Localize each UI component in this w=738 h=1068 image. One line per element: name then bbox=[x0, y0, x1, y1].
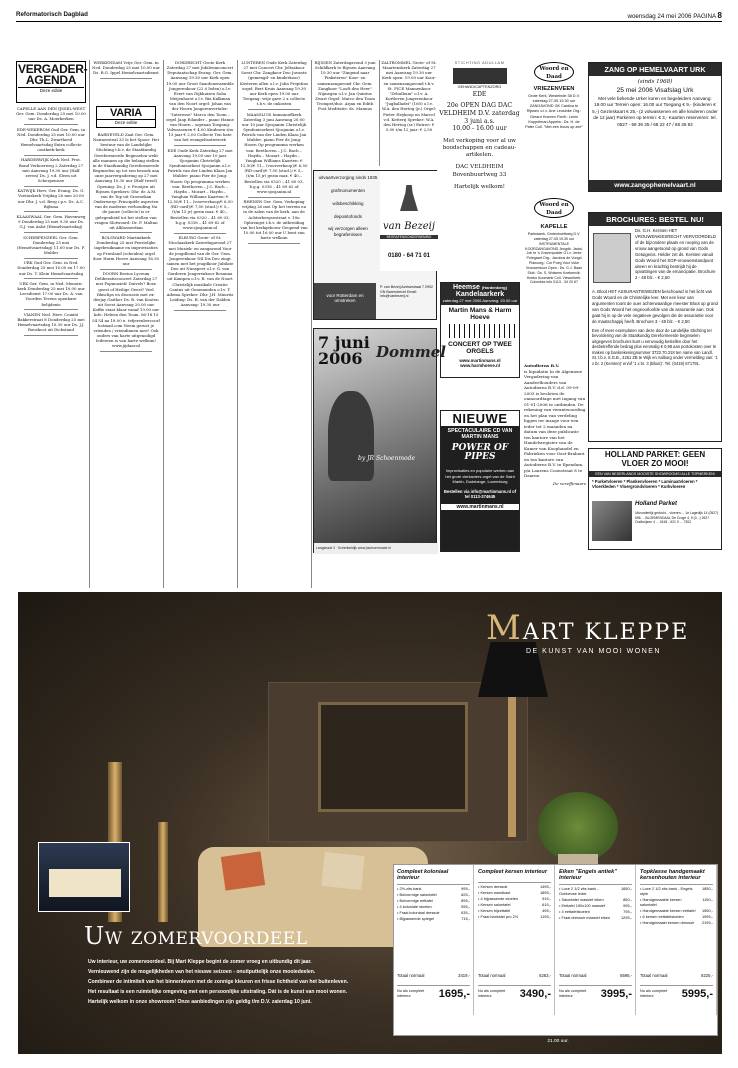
varia-title: VARIA bbox=[110, 107, 142, 119]
person-icon bbox=[400, 185, 418, 211]
deal-item bbox=[640, 886, 713, 896]
deal-item-price: 995,- bbox=[623, 903, 632, 909]
vanbezeij-line: wij verzorgen alleen begrafenissen bbox=[328, 226, 368, 238]
holland-title: HOLLAND PARKET: GEEN VLOER ZO MOOI! bbox=[604, 450, 706, 468]
deal-now-price: 5995,- bbox=[681, 988, 713, 1000]
deal-item-name: • Bolvormige salontafel bbox=[397, 891, 437, 897]
nieuwe-sub: SPECTACULAIRE CD VAN MARTIN MANS bbox=[447, 428, 513, 441]
autodierns-title: Autodierns B.V. bbox=[524, 363, 560, 368]
deal-item bbox=[559, 897, 632, 902]
deal-item-name: • Handgemaakte kersen salontafel bbox=[640, 897, 682, 908]
agenda-entry: CAPELLE AAN DEN IJSSEL-WEST Ger. Gem. Donderdag 25 mei 10.00 uur Ds. A. Moerkerken bbox=[16, 106, 86, 122]
kleppe-brand-initial: M bbox=[486, 608, 523, 648]
deal-total bbox=[559, 973, 632, 978]
kleppe-intro-line: Uw interieur, uw zomervoordeel. Bij Mart Kleppe begint de zomer vroeg en uitbundig dit jaar. bbox=[88, 959, 312, 965]
urk-date: 25 mei 2006 Visafslag Urk bbox=[616, 87, 694, 94]
kleppe-intro bbox=[88, 958, 418, 1008]
brochures-body-3: Een of meer exemplaren van deze door de Landelijke Stichting ter bevordering van de Staatkundig Gereformeerde beginselen uitgegeven brochures kunt u eenvoudig bestellen door het desbetreffende bedrag plus eenmalig € 0,98 aan portokosten over te maken op bankrekeningnummer 3723.70.318 ten name van Landl. St. t.b.v. S.G.B., 4261 ZB te Wijk en Aalburg onder vermelding van: '1 x br. 2 (Kersten)' en/of '1 x br. 3 (Bloot)'. Tel. (0418) 671791. bbox=[592, 327, 718, 366]
woorddaad-body-2: Parkstaerk, Grotenhoeftweg D.V. zaterdag 27-05 19.30 uur INSTRUMENTALE KOORZANGAVOND Jeugdk. Jadot-Joh te 's Gravenpolder O.l.v. Jerke Polegaart Org.: Jacobus de Voogd Pianoorg.: Cor Poeg Voor Voke Vrouwenkoor Open.: Ds. G.J. Baan Sluit.: Ds. S. Wolsens Koekenvlk: Hoeko Koomank Coll. Vieworkerk: Colombia Info 0113 - 34 20 67 bbox=[525, 232, 583, 285]
deal-now-label: Nu als compleet interieur bbox=[478, 989, 506, 998]
deal-item bbox=[478, 902, 551, 907]
dommel-brand: Dommel bbox=[376, 343, 446, 361]
urk-ad bbox=[588, 62, 722, 192]
deal-item-price: 635,- bbox=[461, 910, 470, 916]
deal-item-name: • 4 eettafelstoelen bbox=[559, 909, 590, 915]
kleppe-ad bbox=[18, 592, 722, 1054]
agenda-col-6 bbox=[381, 60, 437, 166]
urk-body: Met vele bekende Urker koren en begeleiders Aanvang: 19.00 uur Terrein open: 16.00 uur Toegang € 9,- (kinderen € 5,-) Gezinskaart € 25,- (2 volwassenen en alle kinderen onder de 12 jaar) Parkeren op terrein: € 3,- Kaarten reserveren: tel. 0527 - 68 39 35 / 68 22 47 / 68 36 92 bbox=[592, 96, 718, 127]
brochures-body-2: A. Bloot HET ASSURANTIEWEZEN beschouwd in het licht van Gods Woord en de Christelijke leer. Met een keur van argumenten toont de ouer achterwaardige meester Bloot op grond van Gods Woord het ongeoorloofde van de assurantie aan. Ook gaat hij in op de vele negatieve gevolgen die de assurantie voor de maatschappij heeft. Brochure 3 - 48 blz. - € 2,50 bbox=[592, 289, 718, 324]
deal-item bbox=[559, 909, 632, 914]
deal-box bbox=[394, 865, 474, 1015]
nieuwe-order: Bestellen via info@martinmans.nl of tel 0113-374645 bbox=[443, 489, 517, 500]
paper-name: Reformatorisch Dagblad bbox=[16, 11, 88, 18]
deal-item-name: • Handgemaakt kersen dressoir bbox=[640, 920, 695, 926]
urk-url: www.zangophemelvaart.nl bbox=[589, 180, 721, 191]
heemse-title: Kandelaarkerk bbox=[441, 291, 519, 298]
agenda-entry: BARNEVELD Zaal Ger. Gem. Nairaersteal 33 Is het Spoor: Het bestuur van de Landelijke Stichting t.b.v. de Staatkundig Gereformeerde Beginselen wekt alle mannen op die belang stellen in de Staatkundig Gereformeerde Beginselen op tot een bezoek aan onze jaarvergadering op 27 mei Aanvang 10.30 uur (Half tweel) Opening: Ds. J. v. Prooijen uit Rijssen Sprekers: Dhr. dr. A.M. van de Top uit Groenekan Onderwerp: Principiële aspecten van de moderne verhouding Na de pauze (collecte) is er gelegenheid tot het stellen van vragen Slotwoord: Dr. F. Maltan uit Alblasserdam bbox=[92, 132, 160, 230]
woorddaad-logo-2: Woord en Daad bbox=[534, 198, 574, 218]
agenda-entry: VIANEN Ned. Herv. Comité Bakkerstraat 8 Donderdag 25 mei Hemelvaartsdag 10.30 uur Ds. J.J. Rouskoot uit Dickstand bbox=[17, 311, 85, 333]
agenda-entry: HARDERWIJK Kerk Ned. Prot. Bond Verkoerweg 2 Zaterdag 27 mei Aanvang 19.30 uur (Half zeven) Ds. J. v.d. Sleen uit Scherpenisse bbox=[18, 157, 84, 184]
agenda-title: VERGADER-AGENDA bbox=[18, 62, 88, 87]
deal-item-price: 850,- bbox=[623, 897, 632, 902]
deal-now bbox=[478, 985, 551, 1000]
dommel-portrait bbox=[328, 391, 374, 481]
deal-total-label: Totaal normaal bbox=[559, 973, 587, 978]
plant bbox=[538, 792, 618, 862]
deal-item-price: 1850,- bbox=[701, 885, 713, 891]
heemse-names: Martin Mans & Harm Hoeve bbox=[448, 307, 512, 322]
deal-item bbox=[640, 914, 713, 919]
deal-now bbox=[559, 985, 632, 1000]
cushion-2 bbox=[321, 852, 364, 890]
adullam-city: EDE bbox=[472, 91, 487, 98]
agenda-entry: ELBURG Grote- of St. Nicolaaskerk Zaterdagavond 27 mei Muziek- en zangavond Voor de jeugdbond van de Ger. Gem. Jongerenkoor Nil Dis Deo zingt samen met het jeugdkoor Jubilate Deo uit Nunspeet o.l.v. G. van Garderen Jongerenkoor Bosanna uit Kampen o.l.v. R. van de Noort Christelijk muzikale Creatie Cantus uit Genemuiden o.l.v. T. Adema Spreker: Dhr. J.H. Mauritz Leiding: Ds. B. van der Dalden Aanvang: 19.30 uur bbox=[166, 235, 234, 308]
agenda-entry: DORDRECHT Grote Kerk Zaterdag 27 mei Jubileumconcert Deputaatschap Evang. Ger. Gem. Aanvang 19.30 uur Kerk open 19.00 uur Groot Saxofonensemble Jongerenkoor (22.0 leden) o.l.v. Evert van Dijkhuizen Soba Meijenhorst o.l.v. Ria Kalkman van den Noort orgel: Johan van der Hoorn Jongerenvertaler: "Interesse" Marco den Toom – orgel Jaap Eilander – piano Hanne van Hoorn – sopraan Toegang: Volwassenen € 4,00 Kinderen t/m 13 jaar € 2,00 Collecte Ten bate van het evangelisatiewerk bbox=[166, 60, 234, 143]
dommel-ad bbox=[313, 328, 446, 553]
adullam-title: 20e OPEN DAG DAC VELDHEIM D.V. zaterdag bbox=[439, 102, 520, 117]
brochures-body-1: Ds. G.H. Kersten HET VROUWENKIESRECHT VERVOORDELD of de bijzondere plaats en roeping van de vrouw aangetoond op grond van Gods Getuigenis. Helder zet ds. Kersten vanuit Gods Woord het SGP-vrouwenstandpunt uiteen en krachtig bestrijdt hij de opvattingen van de emancipatie. Brochure 2 - 48 blz. - € 2,50 bbox=[635, 228, 717, 281]
autodierns-sign: De vereffenaars bbox=[552, 480, 586, 486]
urk-title: ZANG OP HEMELVAART URK bbox=[589, 63, 721, 76]
brochures-title: BROCHURES: BESTEL NU! bbox=[589, 213, 721, 226]
adullam-addr: DAC VELDHEIM Bovenbuurtweg 33 bbox=[452, 164, 507, 178]
deal-item bbox=[397, 904, 470, 909]
deal-item-name: • Luxe 2 1/2 zits bank - Engels style bbox=[640, 885, 693, 896]
deal-title: Compleet koloniaal interieur bbox=[397, 869, 470, 885]
heemse-concert: CONCERT OP TWEE ORGELS bbox=[448, 341, 512, 356]
deal-item bbox=[397, 886, 470, 891]
kleppe-deals-panel bbox=[393, 864, 718, 1036]
kleppe-intro-line: Combineer de intimiteit van het binnenleven met de zonnige kleuren en frisse lichtheid van het buitenleven. bbox=[88, 978, 349, 985]
agenda-col-2b bbox=[92, 132, 160, 582]
deal-box bbox=[637, 865, 717, 1015]
agenda-col-2a bbox=[92, 60, 160, 104]
deal-item bbox=[640, 908, 713, 913]
kleppe-tagline: DE KUNST VAN MOOI WONEN bbox=[526, 648, 661, 655]
adullam-ad bbox=[439, 60, 520, 270]
deal-item-name: • Bijpassende spiegel bbox=[397, 916, 435, 922]
agenda-col-3 bbox=[166, 60, 234, 585]
agenda-entry: URK Oud Ger. Gem. in Ned. Donderdag 25 mei 10.00 en 17.00 uur Ds. T. Klein Hemelvaartsdag bbox=[17, 260, 85, 276]
agenda-entry: SCHERPENZEEL Ger. Gem. Donderdag 25 mei (Hemelvaartsdag) 11.00 uur Ds. F. Mulder bbox=[16, 234, 86, 256]
deal-item-name: • Fraai dressoir massief eiken bbox=[559, 915, 611, 921]
deal-item-price: 495,- bbox=[542, 908, 551, 914]
deal-item bbox=[559, 886, 632, 896]
autodierns-notice bbox=[524, 363, 586, 551]
dommel-footer: Langstraat 3 · Schenkeldijk www.jrschoenmode.nl bbox=[314, 543, 438, 554]
dommel-name: by JR Schoenmode bbox=[358, 455, 416, 462]
woorddaad-ad-1 bbox=[524, 60, 584, 180]
deal-item-name: • Fraai bankstel pro 2½ bbox=[478, 914, 519, 920]
deal-total-label: Totaal normaal bbox=[640, 973, 668, 978]
deal-item-name: • Kersen wandkast bbox=[478, 890, 511, 896]
woorddaad-body-1: Grote Kerk, Westeinde 38 D.V. zaterdag 27-05 19.30 uur ZANGAVOND GK Cantica te Rijssen o.l.v. Ane Leusinke Org.: Gerard Hoeven Panfl.: Lenin Koppelman Appelw.: Ds. H. de Pater Coll. "Met een bouw op zee" bbox=[525, 94, 583, 129]
storefront-photo bbox=[38, 842, 130, 912]
deal-item-price: 1295,- bbox=[620, 915, 632, 921]
adullam-date: 3 juni a.s. bbox=[464, 117, 495, 125]
deal-now-label: Nu als compleet interieur bbox=[640, 989, 668, 998]
agenda-col-1 bbox=[16, 106, 86, 586]
agenda-entry: RIJSSEN Zaterdagavond 3 juni Schildkerk te Rijssen Aanvang 19.30 uur "Zingend naar Pinksteren" Koor- en samenzangavond Chr. Gem. Zangkoor "Looft den Heer" Nijmegen o.l.v. Jan Quintus Zwart Orgel: Marco den Toom Trompet/duo: Arjan en Edith Post Meditatie: ds. Mannus bbox=[314, 60, 376, 112]
deal-title: Compleet kersen interieur bbox=[478, 869, 551, 883]
urk-since: (sinds 1968) bbox=[637, 79, 673, 85]
agenda-entry: ZALTBOMMEL Grote- of St. Maartenskerk Zaterdag 27 mei Aanvang 19.30 uur Kerk open: 19.00 uur Koor- en samenzangavond t.b.v. St. FICE Mannenkoor "Zebulbum" o.l.v. A. Kortleven Jongerenkoor "Jugballadei" (160) o.l.v. W.A. den Hertog (jr.) Orgel: Pieter Heykoop en Marcel v.d. Ketterij Spreker: W.A. den Hertog (sr.) Entree: € 5,00 t/m 12 jaar: € 2,50 bbox=[381, 60, 437, 133]
kleppe-headline: Uw zomervoordeel bbox=[84, 922, 308, 950]
adullam-brand: STICHTING ADULLAM bbox=[454, 60, 505, 65]
holland-addr: Uitzonderlijk gedrukt... vloeren ... 1e Lagedijk 14 (0527) 696 ... BLOEMENDAAL De Croge 4, 5 (0...) 2627 Oudhuijsen 4 ... 0418 - 621 0 ... 7302 bbox=[635, 511, 719, 525]
deal-now bbox=[397, 985, 470, 1000]
organ-keyboard-icon bbox=[445, 324, 515, 338]
deal-item bbox=[478, 884, 551, 889]
deal-now-price: 3490,- bbox=[519, 988, 551, 1000]
vanbezeij-line: wilsbeschikking bbox=[332, 200, 364, 206]
mirror bbox=[318, 702, 468, 812]
deal-item-price: 1150,- bbox=[702, 897, 713, 902]
agenda-entry: LUNTEREN Oude Kerk Zaterdag 27 mei Concert Chr. Jeltsakoor Soest Chr. Zangkoor Deo Juvante (gemengd- en kinderkoor) Kesteren allen o.l.v. John Propitius orgel: Bert Kruis Aanvang 19.30 uur Kerk open 19.00 uur Toegang: vrije gave 2 x collecte t.b.v. de onkosten bbox=[240, 60, 308, 107]
adullam-time: 10.00 - 16.00 uur bbox=[452, 124, 507, 132]
deal-box bbox=[475, 865, 555, 1015]
vanbezeij-logo-block bbox=[380, 171, 438, 271]
deal-total-value: 6263,- bbox=[539, 973, 551, 978]
agenda-entry: RHENEN Ger. Gem. Verkoping vrijdag 26 mei Op het terrein en in de zalen van de kerk, aan de Achterbergsestraat v. 10u Opbrengst t.b.v. de uitbreiding van het kerkgebouw Geopend van 10.00 tot 16.00 uur U bent van harte welkom bbox=[240, 199, 308, 241]
agenda-entry: EDE-WEKEROM Oud Ger. Gem. in Ned. Donderdag 25 mei 10.00 uur Dhr. Th.L. Zwarthoed Hemelvaartsdag Extra collecte oostkerk-kerk bbox=[17, 126, 85, 153]
agenda-entry: WERKENDAM Vrije Ger. Gem. in Ned. Donderdag 25 mei 10.00 uur Ds. B.G. Ippel Hemelvaartsdienst bbox=[92, 60, 160, 76]
deal-item-price: 1195,- bbox=[540, 914, 551, 920]
agenda-subtitle: Deze editie bbox=[18, 87, 84, 93]
deal-item bbox=[478, 896, 551, 901]
deal-item-name: • Bolvormige eettafel bbox=[397, 898, 433, 903]
woorddaad-title-2: KAPELLE bbox=[540, 224, 568, 230]
agenda-entry: MAASSLUIS Immanuëlkerk Zaterdag 3 juni Aanvang 20.00 uur 10 jaar Sjosjanim Christelijk Symfonieorkest Sjosjanim o.l.v. Patrick van der Linden Klaas Jan Mulder: piano Pier de Jong: Hoorn Op programma werken van: Beethoven – J.C. Bach – Haydn – Mozart – Haydn – Vaughan Williams Kaarten: € 12,50/€ 11,– (voorverkoop)/€ 6,50 (RD-card)/€ 7,50 (stud.)/ € 5,– (t/m 15 jr) gezin max. € 40,– Bestellen via 0320 – 41 60 03, b.g.g. 0318 – 41 69 62 of www.sjosjanim.nl bbox=[240, 111, 308, 194]
page-header bbox=[16, 8, 722, 22]
nieuwe-ad bbox=[440, 410, 520, 552]
deal-now-price: 1695,- bbox=[438, 988, 470, 1000]
holland-items: * Parketvloeren * Plankenvloeren * Laminaatvloeren * Vloerkleden * Vloergrondvloeren * Kurkvloeren bbox=[592, 478, 698, 490]
holland-brand: Holland Parket bbox=[635, 501, 678, 507]
deal-total bbox=[397, 973, 470, 978]
candlestick-icon-2 bbox=[158, 822, 168, 922]
vanbezeij-ad bbox=[313, 170, 437, 320]
vanbezeij-line: depositofonds bbox=[333, 213, 363, 219]
deal-item bbox=[397, 892, 470, 897]
varia-title-block bbox=[96, 106, 156, 128]
deal-item bbox=[478, 890, 551, 895]
holland-sub: EEN VAN NEDERLANDS MOOISTE SHOWROOMS! ALLE TOPMERKEN! bbox=[589, 471, 721, 477]
vanbezeij-address: P. van Bezeij Avelsestraat 7 2992 GN Barendrecht Email: info@vanbezeij.nl bbox=[380, 285, 434, 299]
deal-item-price: 715,- bbox=[461, 916, 470, 922]
deal-item-price: 595,- bbox=[461, 904, 470, 910]
deal-now bbox=[640, 985, 713, 1000]
agenda-title-block bbox=[16, 61, 86, 103]
deal-item-name: • Handgemaakte kersen eettafel bbox=[640, 908, 696, 914]
deal-item bbox=[640, 897, 713, 907]
heemse-when: zaterdag 27 mei 2006 Aanvang: 20.00 uur bbox=[442, 298, 518, 303]
kleppe-hours: Geopend: maandag van 13.30 tot 17.30 uur, dinsdag t/m vrijdag van 9.30 tot 17.30 uur, zaterdag van 9.30 tot 17.00 uur, donderdag koopavond tot 21.00 uur. bbox=[403, 1031, 713, 1044]
deal-item-name: • Luxe 2 1/2 zits bank - Gobbeuse leder bbox=[559, 885, 599, 896]
kleppe-intro-line: Vernieuwend zijn de mogelijkheden van het nieuwe seizoen - onuitputtelijk onze mooiedeelen. bbox=[88, 968, 316, 975]
deal-total bbox=[640, 973, 713, 978]
nieuwe-cd: POWER OF PIPES bbox=[451, 443, 509, 463]
deal-total-value: 6595,- bbox=[620, 973, 632, 978]
nieuwe-body: Improvisaties en populaire werken aan het grote vierkavlers orgel van de Saint Martin, Dudelange, Luxemburg bbox=[445, 468, 515, 484]
deal-item-name: • Kersen dressoir bbox=[478, 884, 508, 889]
heemse-url: www.martinmans.nl www.harmhoeve.nl bbox=[459, 357, 501, 368]
woorddaad-title-1: VRIEZENVEEN bbox=[533, 86, 575, 92]
vanbezeij-line: uitvaartverzorging sinds 1935 bbox=[318, 175, 378, 180]
deal-item-price: 1895,- bbox=[539, 890, 551, 896]
holland-parket-ad bbox=[588, 448, 722, 550]
deal-item-price: 1650,- bbox=[620, 885, 632, 891]
deal-item-price: 995,- bbox=[461, 885, 470, 891]
deal-item-name: • 4 koloniale stoelen bbox=[397, 904, 432, 910]
agenda-entry: BOLSWARD Martinikerk Donderdag 25 mei Feestelijke ingebruikname en improvisaties op Friesland (scheiden) orgel door Harm Hoeve Aanvang 16.30 uur bbox=[92, 235, 160, 266]
deal-title: Eiken "Engels antiek" interieur bbox=[559, 869, 632, 885]
deal-item-name: • Fraai koloniaal dressoir bbox=[397, 910, 440, 916]
deal-item-name: • Salontafel massief eiken bbox=[559, 897, 604, 902]
deal-item bbox=[397, 910, 470, 915]
deal-item bbox=[559, 903, 632, 908]
kleppe-address: APELDOORN (Noord) Vlijtseweg 206 • (055) 526 22 72 • WWW.MARTKLEPPE.NL bbox=[436, 1020, 664, 1026]
page-date: woensdag 24 mei 2006 PAGINA 8 bbox=[627, 11, 722, 20]
agenda-entry: UEK Ger. Gem. in Ned. Menorn-kerk Donderdag 25 mei 10.00 uur Leesdienst 17.00 uur Ds. A. van Voorden Tevens openbare belijdenis bbox=[17, 280, 85, 307]
deal-total bbox=[478, 973, 551, 978]
vanbezeij-line: grafmonumenten bbox=[330, 187, 366, 193]
agenda-col-4 bbox=[240, 60, 308, 585]
heemse-top: Heemse (Hardenberg) bbox=[441, 283, 519, 291]
agenda-col-5a bbox=[313, 60, 377, 166]
lamp-stand-icon bbox=[508, 697, 516, 837]
deal-item bbox=[559, 915, 632, 920]
deal-item bbox=[397, 898, 470, 903]
autodierns-body: is liquidatie In de Algemene Vergadering van Aandeelhouders van Autodierns B.V. d.d. 09-09-2005 is besloten de onmoordtage met ingang van 01-01-2006 te ontbinden. De rekening van verantwoording en het plan van verdeling liggen ter inzage voor een ieder tot 2 maanden na datum van deze publicatie ten kantore van het Handelsregister van de Kamer van Koophandel en Fabrieken voor Oost-Brabant en ten kantore van Autodierns B.V. te Ilpendam, p/a Laurens Coonstraat 8 te Daarne. bbox=[524, 368, 586, 479]
deal-item-price: 1495,- bbox=[539, 884, 551, 889]
deal-item bbox=[478, 908, 551, 913]
deal-item bbox=[478, 914, 551, 919]
dommel-date: 7 juni 2006 bbox=[318, 333, 370, 368]
kleppe-brand-rest: ART KLEPPE bbox=[522, 620, 690, 645]
woorddaad-logo-1: Woord en Daad bbox=[534, 62, 574, 82]
deal-item-name: • 2½-zits bank bbox=[397, 885, 422, 891]
agenda-entry: KLAASWAAL Ger. Gem. Havenweg 9 Donderdag 25 mei 9.30 uur Ds. G.J. van Aalst (Hemelvaartsdag) bbox=[16, 214, 86, 230]
deal-item-price: 625,- bbox=[461, 891, 470, 897]
adullam-line: Met verkoping voor al uw boodschappen en cadeau-artikelen. bbox=[442, 137, 517, 159]
vanbezeij-brand: van Bezeij bbox=[383, 221, 435, 232]
deal-now-label: Nu als compleet interieur bbox=[559, 989, 587, 998]
deal-item bbox=[640, 920, 713, 925]
deal-box bbox=[556, 865, 636, 1015]
deal-item-price: 615,- bbox=[542, 902, 551, 908]
agenda-entry: KATWIJK Herv. Ger. Evang. Ds. G. Voetiuskerk Vrijdag 26 mei 20.00 uur Dhr. J. v.d. Berg i.p.v. Ds. A.C. Bijlsma bbox=[17, 188, 85, 209]
deal-item-name: • 4 bijpassende stoelen bbox=[478, 896, 519, 902]
deal-item-price: 915,- bbox=[542, 896, 551, 902]
deal-item-name: • 6 kersen eettafelstoelen bbox=[640, 914, 684, 920]
nieuwe-title: NIEUWE bbox=[441, 411, 519, 426]
vanbezeij-brand-sub: BEGRAFENISONDERNEMING bbox=[380, 235, 438, 239]
deal-total-value: 8225,- bbox=[701, 973, 713, 978]
brochures-ad bbox=[588, 212, 722, 442]
deal-item-price: 895,- bbox=[461, 898, 470, 903]
agenda-entry: EDE Oude Kerk Zaterdag 27 mei Aanvang 19.00 uur 10 jaar Sjosjanim Christelijk Symfonieorkest Sjosjanim o.l.v. Patrick van der Linden Klaas Jan Mulder: piano Pier de Jong: Hoorn Op programma werken van: Beethoven – J.C. Bach – Haydn – Mozart – Haydn – Vaughan Williams Kaarten: € 12,50/€ 11,– (voorverkoop/€ 6,50 (RD-card)/€ 7,50 (stud.)/ € 5,– (t/m 15 jr) gezin max. € 40,– Bestellen via 0320 – 41 60 03, b.g.g. 0318 – 41 69 62 of www.sjosjanim.nl bbox=[167, 147, 233, 230]
varia-subtitle: Deze editie bbox=[97, 119, 155, 125]
agenda-entry: DOORN Revius Lyceum Deliberatieconcert Zaterdag 27 mei Popmuziek! Duivels? Boze geest of Heilige Geest? Veel filmclips en discussie met ex-deejay Gaither Ds. B. van Kooten uit Soest Aanvang 20.00 uur Koffie staat klaar vanaf 19.00 uur Info: Heleen den Toom, 06-18 15 54 54 na 18.00 u. tefjerenbvrcoorl hotmail.com Neem gerust je vrienden / vriendinnen mee! Ook ouders van harte uitgenodigd Iedereen is van harte welkom! www.jijdaar.nl bbox=[92, 271, 160, 349]
kleppe-intro-line: Het resultaat is een ruimtelijke omgeving met een persoonlijke uitstraling. Dát is de kunst van mooi wonen. bbox=[88, 988, 347, 995]
adullam-sub: GEHANDICAPTENZORG bbox=[457, 85, 502, 89]
adullam-welcome: Hartelijk welkom! bbox=[453, 183, 506, 190]
woorddaad-ad-2 bbox=[524, 196, 584, 346]
deal-total-label: Totaal normaal bbox=[397, 973, 425, 978]
deal-total-value: 3419,- bbox=[458, 973, 470, 978]
kleppe-intro-line: Hartelijk welkom in onze showroom! Onze aanbiedingen zijn geldig t/m D.V. zaterdag 10 juni. bbox=[88, 998, 312, 1005]
deal-item-price: 1995,- bbox=[701, 914, 713, 920]
deal-now-label: Nu als compleet interieur bbox=[397, 989, 425, 998]
heemse-ad bbox=[440, 282, 520, 378]
nieuwe-url: www.martinmans.nl bbox=[441, 504, 519, 510]
kleppe-logo bbox=[486, 608, 716, 655]
adullam-logo-icon bbox=[453, 68, 507, 84]
deal-now-price: 3995,- bbox=[600, 988, 632, 1000]
brochure-cover-1 bbox=[593, 233, 631, 283]
cushion-1 bbox=[221, 851, 265, 890]
vanbezeij-region: voor Rotterdam en omstreken bbox=[314, 283, 376, 319]
deal-item-name: • Eettafel 190x100 massief bbox=[559, 903, 606, 909]
deal-item-name: • Kersen salontafel bbox=[478, 902, 511, 908]
deal-item-price: 795,- bbox=[623, 909, 632, 915]
deal-total-label: Totaal normaal bbox=[478, 973, 506, 978]
deal-item-price: 1550,- bbox=[701, 908, 713, 914]
vanbezeij-phone: 0180 - 64 71 01 bbox=[387, 253, 431, 259]
deal-item bbox=[397, 916, 470, 921]
deal-title: Topklasse handgemaakt kersenhouten interieur bbox=[640, 869, 713, 885]
deal-item-price: 2195,- bbox=[701, 920, 713, 926]
deal-item-name: • Kersen bijzettafel bbox=[478, 908, 511, 914]
holland-floor-image bbox=[592, 501, 632, 541]
